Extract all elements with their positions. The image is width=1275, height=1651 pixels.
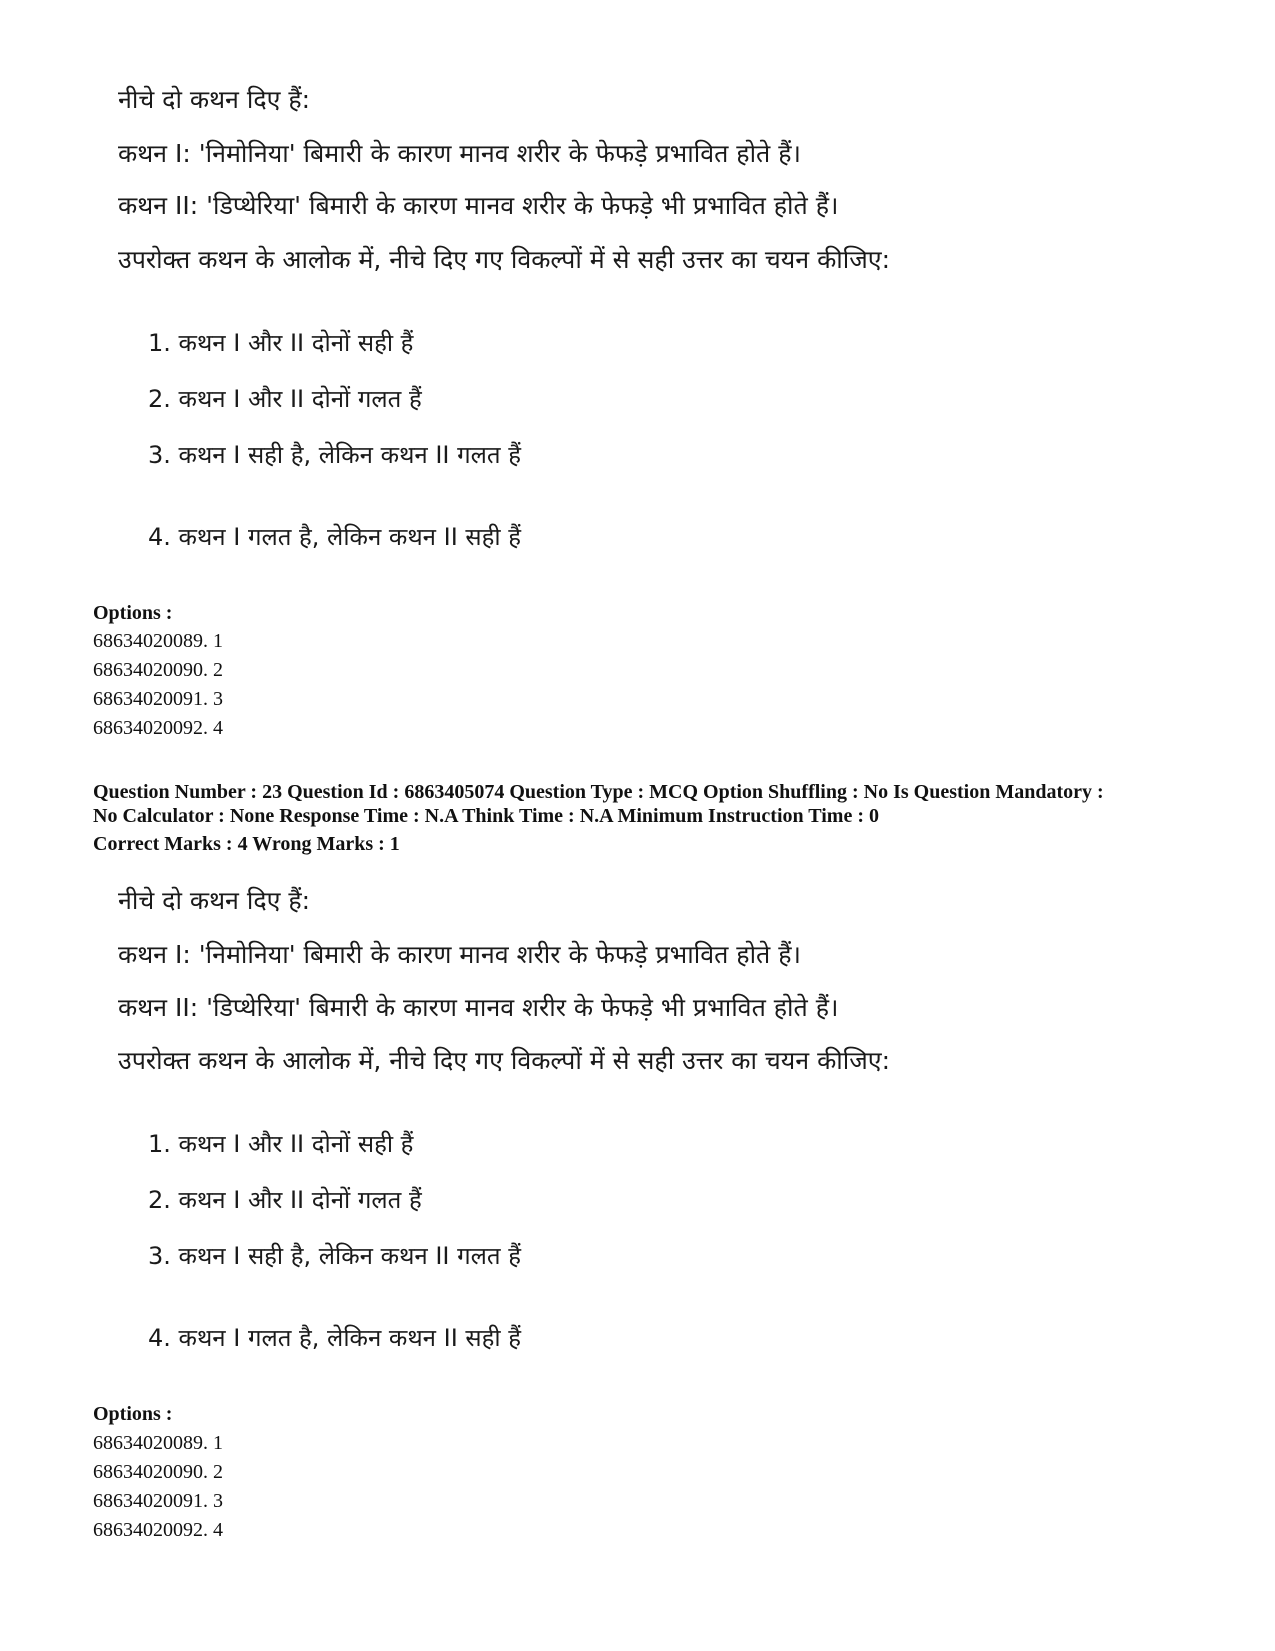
option-row: 68634020089. 1 [93, 630, 223, 652]
stem-statement-2: कथन II: 'डिप्थेरिया' बिमारी के कारण मानव शरीर के फेफड़े भी प्रभावित होते हैं। [118, 191, 839, 220]
question-meta-line-2: No Calculator : None Response Time : N.A Think Time : N.A Minimum Instruction Time : 0 [93, 805, 879, 827]
answer-choice: 3. कथन I सही है, लेकिन कथन II गलत हैं [148, 441, 521, 469]
option-row: 68634020092. 4 [93, 717, 223, 739]
option-row: 68634020091. 3 [93, 1490, 223, 1512]
stem-statement-2: कथन II: 'डिप्थेरिया' बिमारी के कारण मानव शरीर के फेफड़े भी प्रभावित होते हैं। [118, 993, 839, 1022]
stem-statement-1: कथन I: 'निमोनिया' बिमारी के कारण मानव शरीर के फेफड़े प्रभावित होते हैं। [118, 940, 802, 969]
answer-choice: 4. कथन I गलत है, लेकिन कथन II सही हैं [148, 1324, 521, 1352]
answer-choice: 2. कथन I और II दोनों गलत हैं [148, 1186, 422, 1214]
stem-intro: नीचे दो कथन दिए हैं: [118, 886, 311, 915]
answer-choice: 1. कथन I और II दोनों सही हैं [148, 329, 414, 357]
stem-statement-1: कथन I: 'निमोनिया' बिमारी के कारण मानव शरीर के फेफड़े प्रभावित होते हैं। [118, 139, 802, 168]
stem-instruction: उपरोक्त कथन के आलोक में, नीचे दिए गए विकल्पों में से सही उत्तर का चयन कीजिए: [118, 245, 891, 274]
stem-instruction: उपरोक्त कथन के आलोक में, नीचे दिए गए विकल्पों में से सही उत्तर का चयन कीजिए: [118, 1046, 891, 1075]
options-label: Options : [93, 1403, 173, 1425]
option-row: 68634020090. 2 [93, 1461, 223, 1483]
answer-choice: 1. कथन I और II दोनों सही हैं [148, 1130, 414, 1158]
stem-intro: नीचे दो कथन दिए हैं: [118, 85, 311, 114]
option-row: 68634020090. 2 [93, 659, 223, 681]
answer-choice: 4. कथन I गलत है, लेकिन कथन II सही हैं [148, 523, 521, 551]
option-row: 68634020089. 1 [93, 1432, 223, 1454]
option-row: 68634020092. 4 [93, 1519, 223, 1541]
option-row: 68634020091. 3 [93, 688, 223, 710]
options-label: Options : [93, 602, 173, 624]
question-meta-line-1: Question Number : 23 Question Id : 6863405074 Question Type : MCQ Option Shuffling : No Is Question Mandatory : [93, 781, 1104, 803]
answer-choice: 2. कथन I और II दोनों गलत हैं [148, 385, 422, 413]
question-marks: Correct Marks : 4 Wrong Marks : 1 [93, 833, 400, 855]
answer-choice: 3. कथन I सही है, लेकिन कथन II गलत हैं [148, 1242, 521, 1270]
